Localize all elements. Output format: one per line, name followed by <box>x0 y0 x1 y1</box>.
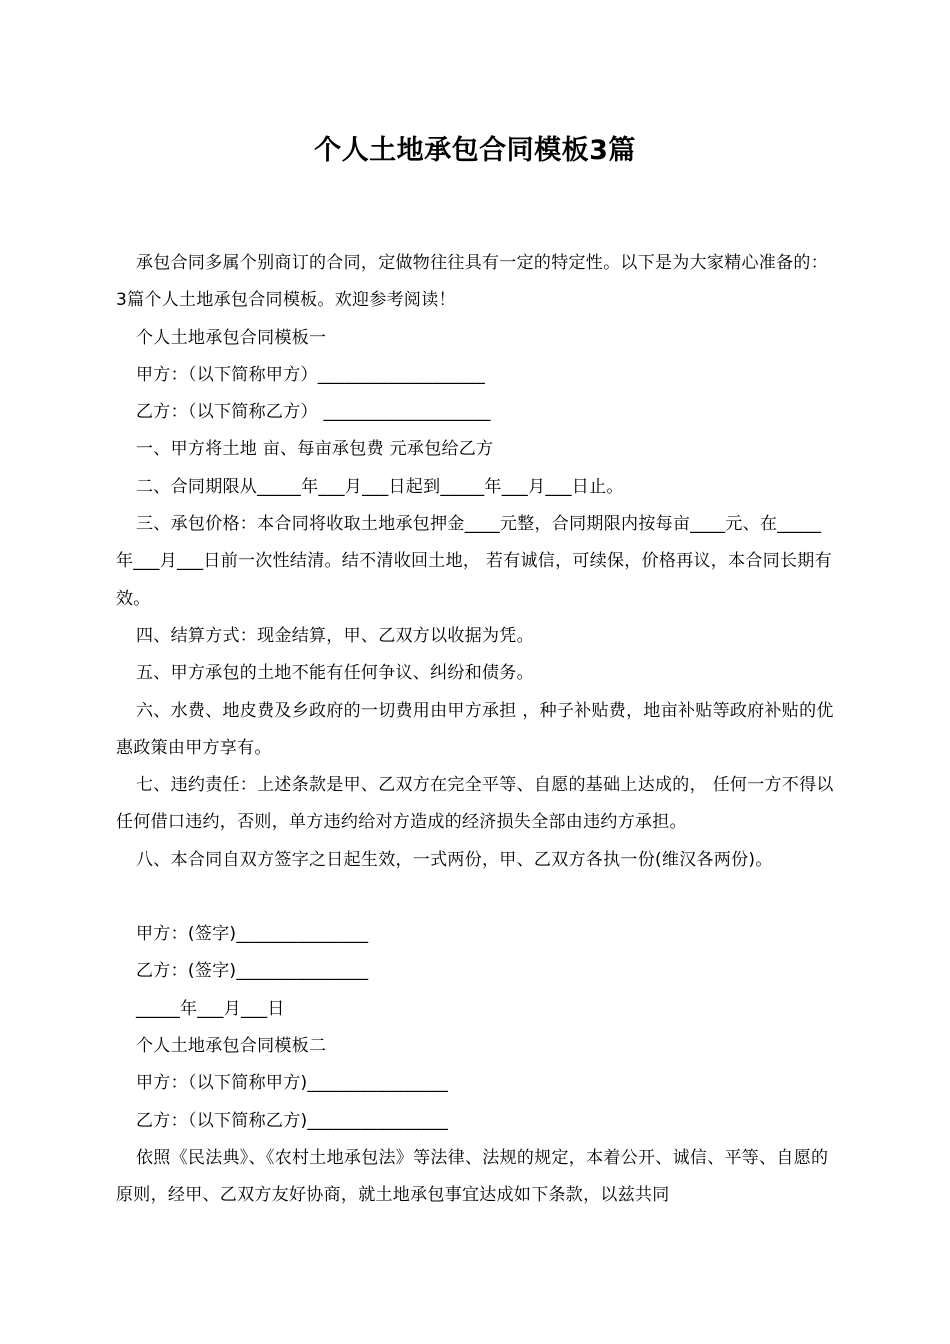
clause-2: 二、合同期限从_____年___月___日起到_____年___月___日止。 <box>136 476 624 497</box>
spacer <box>116 879 836 916</box>
section-two-party-b: 乙方：（以下简称乙方)________________ <box>136 1110 449 1131</box>
document-body <box>116 245 836 1214</box>
section-two-heading: 个人土地承包合同模板二 <box>136 1035 327 1056</box>
intro-paragraph: 承包合同多属个别商订的合同，定做物往往具有一定的特定性。以下是为大家精心准备的：3篇个人土地承包合同模板。欢迎参考阅读！ <box>116 253 828 311</box>
section-one-heading: 个人土地承包合同模板一 <box>136 327 327 348</box>
signature-party-a: 甲方：(签字)_______________ <box>136 924 369 945</box>
clause-6: 六、水费、地皮费及乡政府的一切费用由甲方承担 ，种子补贴费，地亩补贴等政府补贴的优惠政策由甲方享有。 <box>116 700 834 758</box>
clause-7: 七、违约责任：上述条款是甲、乙双方在完全平等、自愿的基础上达成的， 任何一方不得以任何借口违约，否则，单方违约给对方造成的经济损失全部由违约方承担。 <box>116 775 834 833</box>
signature-date: _____年___月___日 <box>136 998 285 1019</box>
section-two-preamble: 依照《民法典》、《农村土地承包法》等法律、法规的规定，本着公开、诚信、平等、自愿的原则，经甲、乙双方友好协商，就土地承包事宜达成如下条款，以兹共同 <box>116 1147 829 1206</box>
document-title: 个人土地承包合同模板3篇 <box>314 135 636 166</box>
signature-party-b: 乙方：(签字)_______________ <box>136 961 369 982</box>
party-b-line: 乙方：（以下简称乙方） ___________________ <box>136 402 491 423</box>
clause-3: 三、承包价格：本合同将收取土地承包押金____元整，合同期限内按每亩____元、在_____年___月___日前一次性结清。结不清收回土地， 若有诚信，可续保，价格再议，本合同长期有效。 <box>116 514 832 609</box>
section-two-party-a: 甲方：（以下简称甲方)________________ <box>136 1073 449 1094</box>
clause-8: 八、本合同自双方签字之日起生效，一式两份，甲、乙双方各执一份(维汉各两份)。 <box>136 849 773 870</box>
clause-4: 四、结算方式：现金结算，甲、乙双方以收据为凭。 <box>136 625 534 646</box>
party-a-line: 甲方：（以下简称甲方）___________________ <box>136 364 485 385</box>
clause-5: 五、甲方承包的土地不能有任何争议、纠纷和债务。 <box>136 663 534 684</box>
clause-1: 一、甲方将土地 亩、每亩承包费 元承包给乙方 <box>136 439 494 460</box>
